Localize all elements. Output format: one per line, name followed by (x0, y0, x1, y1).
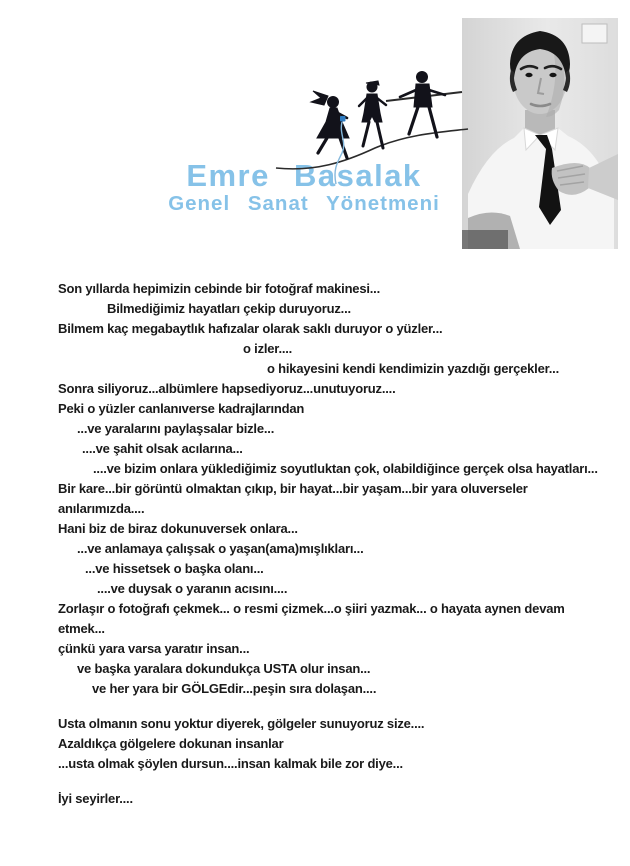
text-line: anılarımızda.... (58, 501, 145, 516)
text-line: etmek... (58, 621, 105, 636)
statement-text (58, 279, 618, 809)
text-line: ve her yara bir GÖLGEdir...peşin sıra dolaşan.... (92, 681, 377, 696)
text-line: ...ve anlamaya çalışsak o yaşan(ama)mışlıkları... (77, 541, 364, 556)
portrait-photo (462, 18, 618, 249)
balance-pole-line (386, 92, 462, 101)
text-line: ...ve hissetsek o başka olanı... (85, 561, 264, 576)
text-line: ....ve bizim onlara yüklediğimiz soyutluktan çok, olabildiğince gerçek olsa hayatları... (93, 461, 598, 476)
text-line: ve başka yaralara dokundukça USTA olur insan... (77, 661, 371, 676)
text-line: Sonra siliyoruz...albümlere hapsediyoruz...unutuyoruz.... (58, 381, 396, 396)
text-line: Peki o yüzler canlanıverse kadrajlarından (58, 401, 305, 416)
text-line: o hikayesini kendi kendimizin yazdığı gerçekler... (267, 361, 560, 376)
text-line: çünkü yara varsa yaratır insan... (58, 641, 250, 656)
text-line: ....ve şahit olsak acılarına... (82, 441, 243, 456)
text-line: ....ve duysak o yaranın acısını.... (97, 581, 288, 596)
text-line: İyi seyirler.... (58, 791, 133, 806)
text-line: ...usta olmak şöylen dursun....insan kalmak bile zor diye... (58, 756, 403, 771)
text-line: ...ve yaralarını paylaşsalar bizle... (77, 421, 275, 436)
artist-name: Emre Basalak (186, 158, 422, 193)
middle-boy-silhouette-icon (359, 81, 386, 148)
artist-role: Genel Sanat Yönetmeni (168, 192, 440, 215)
text-line: Bilmem kaç megabaytlık hafızalar olarak saklı duruyor o yüzler... (58, 321, 443, 336)
right-boy-silhouette-icon (400, 71, 445, 137)
text-line: Hani biz de biraz dokunuversek onlara... (58, 521, 298, 536)
text-line: Bir kare...bir görüntü olmaktan çıkıp, bir hayat...bir yaşam...bir yara oluverseler (58, 481, 528, 496)
portrait-photo-image (462, 18, 618, 249)
text-line: Usta olmanın sonu yoktur diyerek, gölgeler sunuyoruz size.... (58, 716, 425, 731)
yoyo-icon (340, 116, 346, 122)
text-line: Azaldıkça gölgelere dokunan insanlar (58, 736, 284, 751)
girl-silhouette-icon (311, 91, 349, 158)
text-line: o izler.... (243, 341, 293, 356)
logo-text-block (148, 160, 460, 215)
text-line: Bilmediğimiz hayatları çekip duruyoruz... (107, 301, 351, 316)
text-line: Zorlaşır o fotoğrafı çekmek... o resmi çizmek...o şiiri yazmak... o hayata aynen devam (58, 601, 565, 616)
text-line: Son yıllarda hepimizin cebinde bir fotoğraf makinesi... (58, 281, 381, 296)
